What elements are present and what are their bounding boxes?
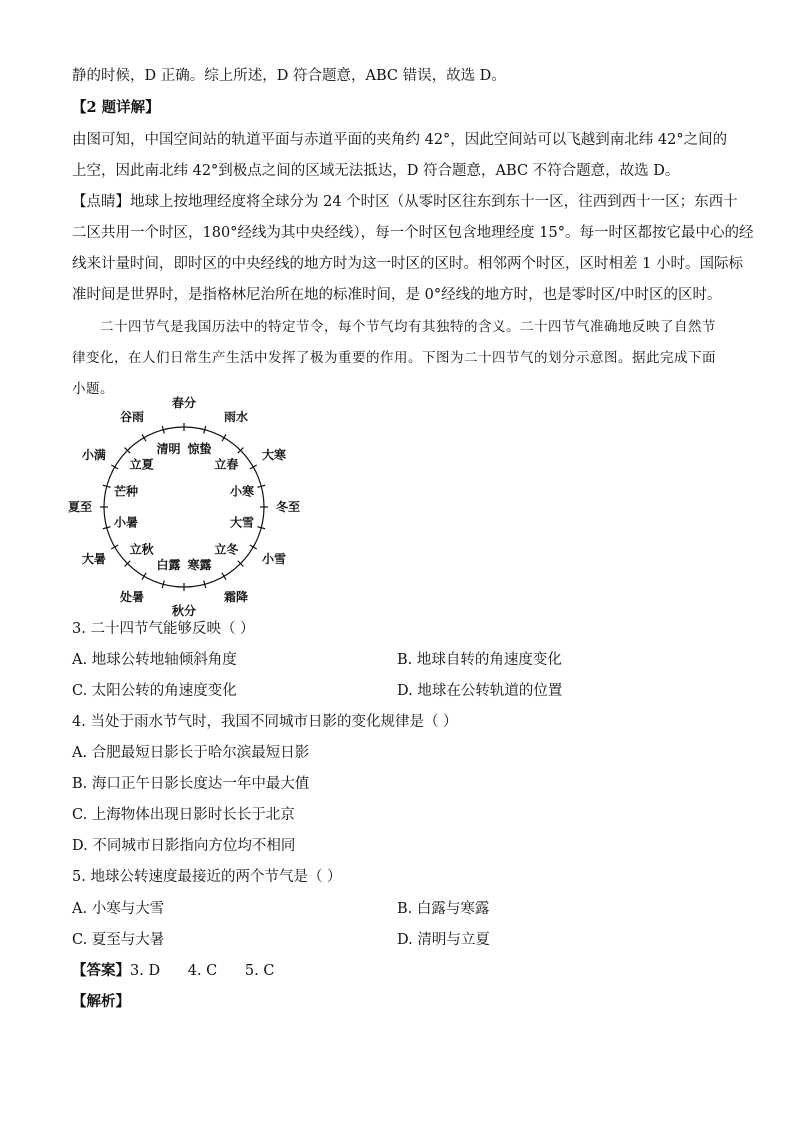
inner-term-label: 立春 (214, 457, 239, 472)
tip-line: 二区共用一个时区，180°经线为其中央经线），每一个时区包含地理经度 15°。每一时区都按它最中心的经 (72, 225, 754, 241)
option-c[interactable]: C. 上海物体出现日影时长长于北京 (72, 807, 295, 823)
outer-term-label: 雨水 (223, 409, 249, 424)
option-d[interactable]: D. 清明与立夏 (397, 932, 490, 948)
orbit-tick (222, 434, 226, 441)
orbit-tick (142, 573, 146, 580)
inner-term-label: 清明 (156, 442, 181, 457)
outer-term-label: 春分 (171, 396, 197, 410)
outer-term-label: 小雪 (262, 552, 287, 566)
option-d[interactable]: D. 地球在公转轨道的位置 (397, 683, 563, 699)
inner-term-label: 大雪 (229, 515, 254, 530)
outer-term-label: 小满 (81, 448, 106, 462)
tip-line: 【点睛】地球上按地理经度将全球分为 24 个时区（从零时区往东到东十一区，往西到西十一区；东西十 (72, 194, 738, 210)
analysis-heading: 【解析】 (72, 993, 130, 1010)
inner-term-label: 立夏 (129, 457, 154, 472)
option-b[interactable]: B. 海口正午日影长度达一年中最大值 (72, 776, 310, 792)
inner-term-label: 芒种 (114, 484, 139, 499)
orbit-tick (142, 434, 146, 441)
inner-term-label: 小暑 (114, 515, 139, 530)
question-stem: 3. 二十四节气能够反映（ ） (72, 621, 255, 637)
outer-term-label: 大暑 (81, 552, 106, 566)
inner-term-label: 立秋 (129, 542, 154, 557)
orbit-ticks (100, 423, 268, 591)
answer-line (72, 961, 274, 981)
inner-term-label: 寒露 (187, 557, 212, 572)
option-b[interactable]: B. 地球自转的角速度变化 (397, 652, 562, 668)
q2-detail-line: 上空，因此南北纬 42°到极点之间的区域无法抵达，D 符合题意，ABC 不符合题意，故选 D。 (72, 163, 680, 179)
outer-term-label: 霜降 (223, 590, 249, 605)
orbit-tick (111, 465, 118, 469)
inner-term-labels (114, 441, 254, 572)
orbit-tick (222, 573, 226, 580)
outer-term-label: 夏至 (67, 500, 93, 514)
outer-term-label: 冬至 (275, 500, 301, 514)
q2-detail-line: 由图可知，中国空间站的轨道平面与赤道平面的夹角约 42°，因此空间站可以飞越到南北纬 42°之间的 (72, 132, 728, 148)
option-a[interactable]: A. 小寒与大雪 (72, 901, 165, 917)
tip-line: 线来计量时间，即时区的中央经线的地方时为这一时区的区时。相邻两个时区，区时相差 1 小时。国际标 (72, 256, 743, 272)
q2-detail-heading: 【2 题详解】 (72, 99, 160, 116)
orbit-tick (250, 465, 257, 469)
intro-line: 二十四节气是我国历法中的特定节令，每个节气均有其独特的含义。二十四节气准确地反映了自然节 (100, 319, 716, 335)
question-stem: 4. 当处于雨水节气时，我国不同城市日影的变化规律是（ ） (72, 714, 458, 730)
inner-term-label: 惊蛰 (187, 442, 212, 457)
tip-line: 准时间是世界时，是指格林尼治所在地的标准时间，是 0°经线的地方时，也是零时区/中时区的区时。 (72, 287, 722, 303)
option-a[interactable]: A. 地球公转地轴倾斜角度 (72, 652, 237, 668)
option-a[interactable]: A. 合肥最短日影长于哈尔滨最短日影 (72, 745, 310, 761)
intro-line: 小题。 (72, 381, 114, 397)
option-d[interactable]: D. 不同城市日影指向方位均不相同 (72, 838, 296, 854)
orbit-tick (111, 545, 118, 549)
intro-line: 律变化，在人们日常生产生活中发挥了极为重要的作用。下图为二十四节气的划分示意图。据此完成下面 (72, 350, 716, 366)
outer-term-label: 秋分 (171, 604, 197, 618)
orbit-tick (250, 545, 257, 549)
option-b[interactable]: B. 白露与寒露 (397, 901, 490, 917)
answer-text: 3. D 4. C 5. C (130, 963, 275, 979)
inner-term-label: 小寒 (229, 484, 254, 499)
outer-term-label: 大寒 (262, 448, 287, 462)
solution-line: 静的时候，D 正确。综上所述，D 符合题意，ABC 错误，故选 D。 (72, 68, 506, 84)
inner-term-label: 白露 (156, 557, 181, 572)
outer-term-label: 处暑 (119, 590, 145, 605)
inner-term-label: 立冬 (214, 542, 239, 557)
option-c[interactable]: C. 夏至与大暑 (72, 932, 165, 948)
answer-label: 【答案】 (72, 962, 130, 979)
option-c[interactable]: C. 太阳公转的角速度变化 (72, 683, 237, 699)
question-stem: 5. 地球公转速度最接近的两个节气是（ ） (72, 869, 342, 885)
outer-term-label: 谷雨 (119, 409, 145, 424)
